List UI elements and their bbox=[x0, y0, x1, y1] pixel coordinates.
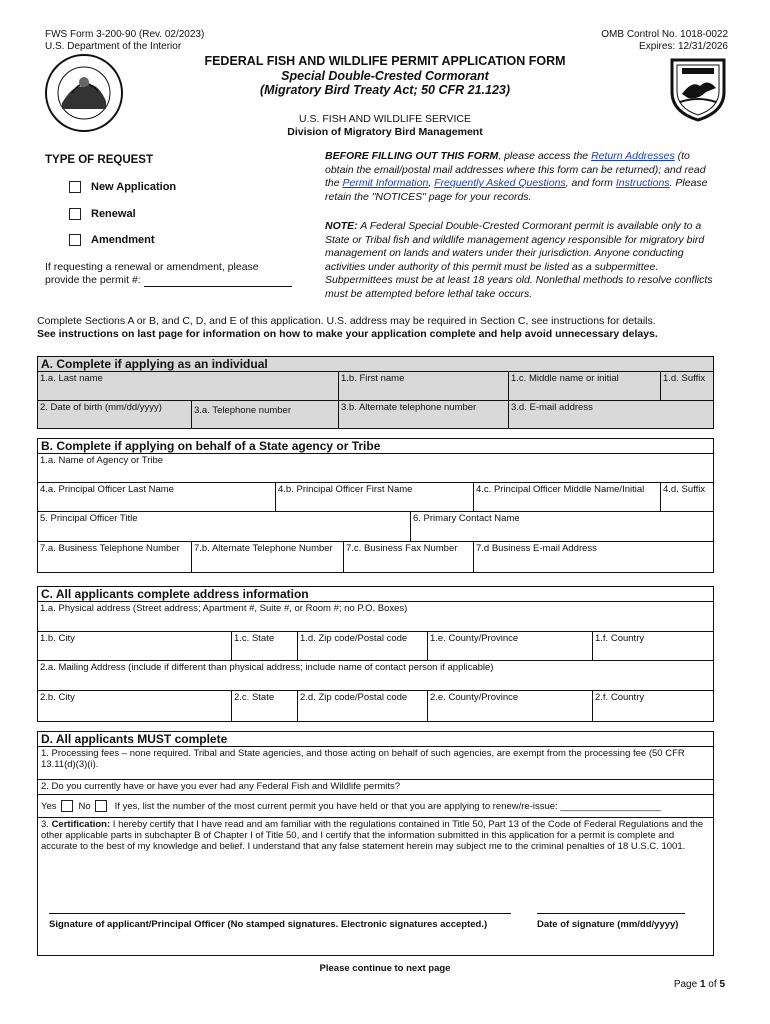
permit-information-link[interactable]: Permit Information bbox=[342, 177, 429, 190]
alt-telephone-field[interactable]: 3.b. Alternate telephone number bbox=[338, 401, 508, 428]
first-name-field[interactable]: 1.b. First name bbox=[338, 372, 508, 400]
agency-name-field[interactable]: 1.a. Name of Agency or Tribe bbox=[40, 455, 164, 466]
mailing-address-field[interactable]: 2.a. Mailing Address (include if different than physical address; include name of contact person if applicable) bbox=[40, 662, 494, 673]
no-checkbox[interactable] bbox=[95, 800, 107, 812]
section-b-row4 bbox=[38, 542, 713, 572]
section-b bbox=[37, 438, 714, 573]
new-application-label: New Application bbox=[91, 181, 177, 193]
suffix-field[interactable]: 1.d. Suffix bbox=[660, 372, 713, 400]
department-name: U.S. Department of the Interior bbox=[45, 41, 182, 52]
yes-label: Yes bbox=[41, 800, 57, 812]
state-field[interactable]: 1.c. State bbox=[231, 632, 297, 660]
section-b-row2 bbox=[38, 483, 713, 512]
alt-phone-field[interactable]: 7.b. Alternate Telephone Number bbox=[191, 542, 343, 572]
signature-label: Signature of applicant/Principal Officer (No stamped signatures. Electronic signatures accepted.) bbox=[49, 919, 488, 930]
section-c-row4 bbox=[38, 691, 713, 721]
section-a bbox=[37, 356, 714, 429]
officer-title-field[interactable]: 5. Principal Officer Title bbox=[40, 513, 138, 524]
form-header-right bbox=[601, 29, 728, 53]
renewal-checkbox[interactable] bbox=[69, 208, 81, 220]
officer-last-name-field[interactable]: 4.a. Principal Officer Last Name bbox=[40, 484, 174, 495]
form-title: FEDERAL FISH AND WILDLIFE PERMIT APPLICATION FORM bbox=[204, 54, 566, 68]
signature-date-field[interactable] bbox=[537, 913, 685, 914]
officer-first-name-field[interactable]: 4.b. Principal Officer First Name bbox=[275, 483, 473, 511]
permits-question-row bbox=[38, 780, 713, 795]
certification-label: Certification: bbox=[51, 819, 111, 830]
section-c bbox=[37, 586, 714, 722]
note-label: NOTE: bbox=[325, 220, 358, 232]
note-paragraph bbox=[325, 220, 720, 302]
new-application-checkbox[interactable] bbox=[69, 181, 81, 193]
business-email-field[interactable]: 7.d Business E-mail Address bbox=[473, 542, 713, 572]
instructions-text: , please access the bbox=[498, 150, 592, 162]
permits-answer-row bbox=[38, 795, 713, 818]
type-of-request-heading: TYPE OF REQUEST bbox=[45, 154, 153, 166]
page-prefix: Page bbox=[673, 979, 700, 990]
amendment-label: Amendment bbox=[91, 234, 155, 246]
section-c-row1 bbox=[38, 602, 713, 632]
instructions-text: , bbox=[428, 177, 435, 190]
section-d bbox=[37, 731, 714, 956]
telephone-field[interactable]: 3.a. Telephone number bbox=[191, 401, 338, 428]
signature-field[interactable] bbox=[49, 913, 511, 914]
yes-checkbox[interactable] bbox=[61, 800, 73, 812]
permit-number-followup: If yes, list the number of the most current permit you have held or that you are applying to renew/re-issue: ___________________ bbox=[114, 800, 661, 812]
mailing-country-field[interactable]: 2.f. Country bbox=[592, 691, 713, 721]
amendment-checkbox[interactable] bbox=[69, 234, 81, 246]
officer-suffix-field[interactable]: 4.d. Suffix bbox=[660, 483, 713, 511]
form-header-left bbox=[45, 29, 204, 53]
dob-field[interactable]: 2. Date of birth (mm/dd/yyyy) bbox=[40, 402, 162, 413]
form-number: FWS Form 3-200-90 (Rev. 02/2023) bbox=[45, 29, 205, 40]
section-c-title: C. All applicants complete address information bbox=[38, 587, 713, 602]
instructions-text: (to obtain the email/postal mail addresses where this form can be returned); and read the bbox=[325, 150, 706, 190]
instructions-text: , and form bbox=[565, 177, 616, 190]
section-b-title: B. Complete if applying on behalf of a State agency or Tribe bbox=[38, 439, 713, 454]
return-addresses-link[interactable]: Return Addresses bbox=[591, 150, 675, 162]
physical-address-field[interactable]: 1.a. Physical address (Street address; Apartment #, Suite #, or Room #; no P.O. Boxes) bbox=[40, 603, 408, 614]
permit-number-prompt bbox=[45, 261, 295, 287]
section-d-title: D. All applicants MUST complete bbox=[38, 732, 713, 747]
form-regulation: (Migratory Bird Treaty Act; 50 CFR 21.123) bbox=[259, 83, 511, 97]
officer-middle-name-field[interactable]: 4.c. Principal Officer Middle Name/Initial bbox=[473, 483, 660, 511]
mailing-county-field[interactable]: 2.e. County/Province bbox=[427, 691, 592, 721]
last-name-field[interactable]: 1.a. Last name bbox=[40, 373, 103, 384]
instructions-bold: BEFORE FILLING OUT THIS FORM bbox=[325, 150, 499, 162]
certification-number: 3. bbox=[41, 819, 52, 830]
instructions-paragraph bbox=[325, 150, 720, 204]
faq-link[interactable]: Frequently Asked Questions bbox=[434, 177, 566, 190]
country-field[interactable]: 1.f. Country bbox=[592, 632, 713, 660]
form-subtitle: Special Double-Crested Cormorant bbox=[281, 69, 489, 83]
new-application-option[interactable] bbox=[69, 181, 176, 193]
renewal-option[interactable] bbox=[69, 208, 136, 220]
section-a-title: A. Complete if applying as an individual bbox=[38, 357, 713, 372]
completion-instructions bbox=[37, 315, 737, 341]
business-phone-field[interactable]: 7.a. Business Telephone Number bbox=[40, 543, 180, 554]
division-name: Division of Migratory Bird Management bbox=[287, 126, 483, 138]
omb-control-number: OMB Control No. 1018-0022 bbox=[601, 29, 728, 40]
completion-line: Complete Sections A or B, and C, D, and E of this application. U.S. address may be required in Section C, see instructions for details. bbox=[37, 315, 656, 327]
permit-number-label: If requesting a renewal or amendment, please provide the permit #: bbox=[45, 261, 259, 286]
permits-question-text: 2. Do you currently have or have you ever had any Federal Fish and Wildlife permits? bbox=[41, 781, 401, 792]
county-field[interactable]: 1.e. County/Province bbox=[427, 632, 592, 660]
section-c-row3 bbox=[38, 661, 713, 691]
renewal-label: Renewal bbox=[91, 208, 136, 220]
section-c-row2 bbox=[38, 632, 713, 661]
agency-block bbox=[0, 113, 770, 139]
zip-field[interactable]: 1.d. Zip code/Postal code bbox=[297, 632, 427, 660]
city-field[interactable]: 1.b. City bbox=[40, 633, 75, 644]
section-a-row1 bbox=[38, 372, 713, 401]
certification-text: I hereby certify that I have read and am familiar with the regulations contained in Title 50, Part 13 of the Code of Federal Regulations and the other applicable parts in subchapter B of Chapter I of Title 50, and I certify that the information submitted in this application for a permit is complete and accurate to the best of my knowledge and belief. I understand that any false statement herein may subject me to the criminal penalties of 18 U.S.C. 1001. bbox=[41, 819, 704, 852]
note-text: A Federal Special Double-Crested Cormorant permit is available only to a State or Tribal fish and wildlife management agency responsible for migratory bird management on lands and waters under their jurisdiction. Anyone conducting activities under authority of this permit must be listed as a subpermittee. Subpermittees must be at least 18 years old. Nonlethal methods to resolve conflicts must be attempted before lethal take occurs. bbox=[325, 220, 713, 300]
page-number bbox=[674, 979, 725, 990]
processing-fees-text: 1. Processing fees – none required. Tribal and State agencies, and those acting on behalf of such agencies, are exempt from the processing fee (50 CFR 13.11(d)(3)(i). bbox=[41, 748, 685, 770]
processing-fees-row bbox=[38, 747, 713, 780]
amendment-option[interactable] bbox=[69, 234, 155, 246]
middle-name-field[interactable]: 1.c. Middle name or initial bbox=[508, 372, 660, 400]
page-current: 1 bbox=[699, 979, 706, 990]
section-b-row1 bbox=[38, 454, 713, 483]
primary-contact-field[interactable]: 6. Primary Contact Name bbox=[410, 512, 713, 541]
fax-field[interactable]: 7.c. Business Fax Number bbox=[343, 542, 473, 572]
completion-line-bold: See instructions on last page for information on how to make your application complete and help avoid unnecessary delays. bbox=[37, 328, 658, 340]
section-b-row3 bbox=[38, 512, 713, 542]
page-total: 5 bbox=[719, 979, 725, 990]
agency-name: U.S. FISH AND WILDLIFE SERVICE bbox=[299, 113, 471, 125]
page-of: of bbox=[705, 979, 720, 990]
mailing-zip-field[interactable]: 2.d. Zip code/Postal code bbox=[297, 691, 427, 721]
continue-note: Please continue to next page bbox=[319, 963, 451, 974]
mailing-city-field[interactable]: 2.b. City bbox=[40, 692, 75, 703]
instructions-link[interactable]: Instructions bbox=[615, 177, 670, 190]
signature-date-label: Date of signature (mm/dd/yyyy) bbox=[537, 919, 679, 930]
expiration-date: Expires: 12/31/2026 bbox=[639, 41, 728, 52]
permit-number-field[interactable] bbox=[144, 276, 292, 287]
mailing-state-field[interactable]: 2.c. State bbox=[231, 691, 297, 721]
email-field[interactable]: 3.d. E-mail address bbox=[508, 401, 713, 428]
section-a-row2 bbox=[38, 401, 713, 428]
instructions-text: . Please retain the "NOTICES" page for your records. bbox=[325, 177, 708, 203]
no-label: No bbox=[78, 800, 91, 812]
certification-row bbox=[38, 818, 713, 940]
